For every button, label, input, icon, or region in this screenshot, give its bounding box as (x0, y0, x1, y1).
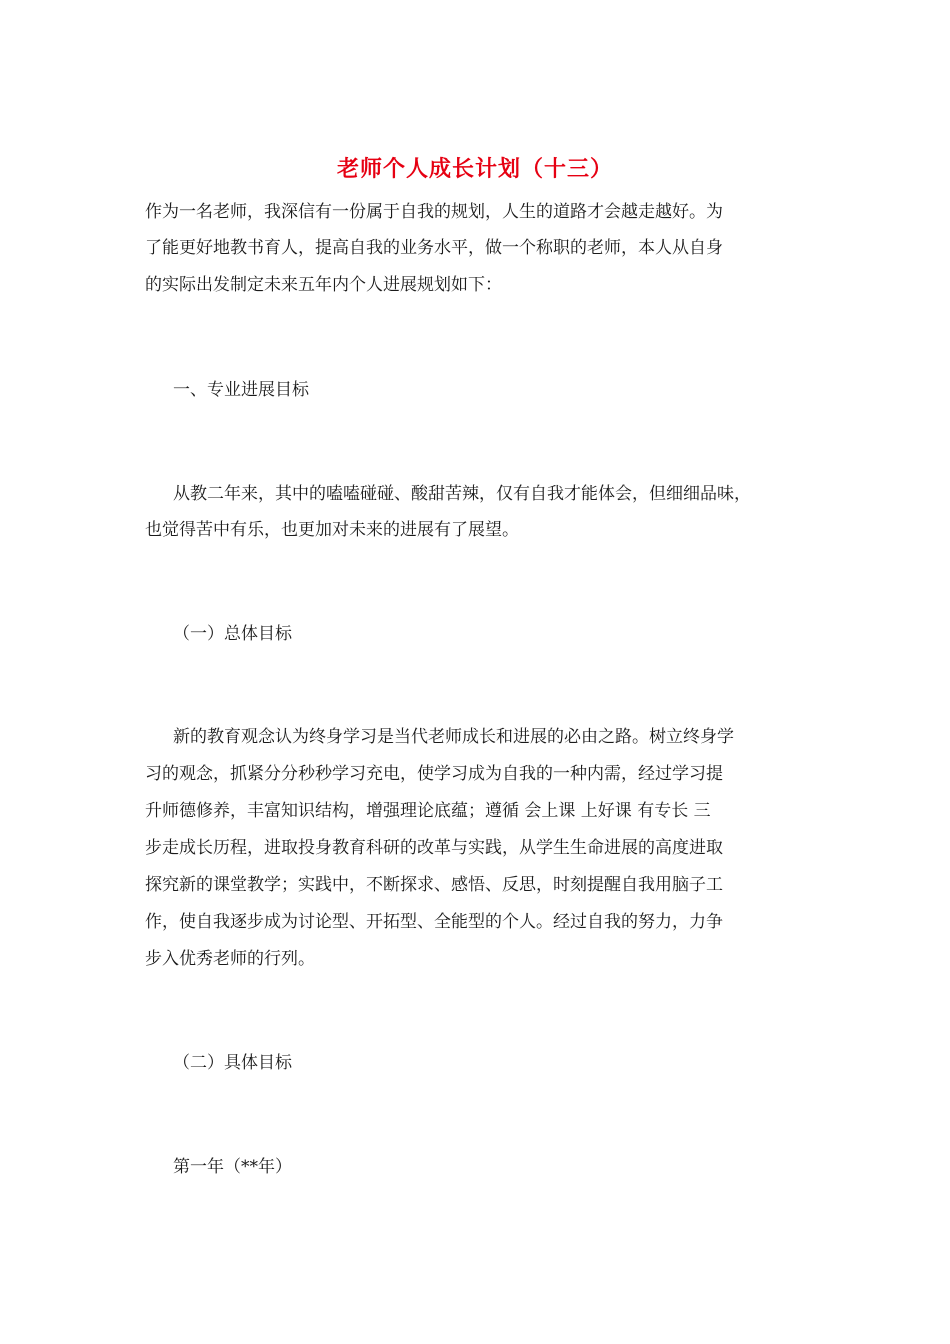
year-heading-first-year: 第一年（**年） (173, 1157, 292, 1177)
section-heading-professional-goals: 一、专业进展目标 (173, 380, 309, 400)
paragraph-line: 升师德修养，丰富知识结构，增强理论底蕴；遵循 会上课 上好课 有专长 三 (145, 801, 711, 821)
paragraph-line: 也觉得苦中有乐，也更加对未来的进展有了展望。 (145, 520, 519, 540)
intro-line: 的实际出发制定未来五年内个人进展规划如下： (145, 275, 502, 295)
paragraph-line: 步入优秀老师的行列。 (145, 949, 315, 969)
paragraph-line: 从教二年来，其中的嗑嗑碰碰、酸甜苦辣，仅有自我才能体会，但细细品味， (173, 484, 751, 504)
page-title: 老师个人成长计划（十三） (336, 156, 613, 182)
paragraph-line: 作，使自我逐步成为讨论型、开拓型、全能型的个人。经过自我的努力，力争 (145, 912, 723, 932)
intro-line: 了能更好地教书育人，提高自我的业务水平，做一个称职的老师，本人从自身 (145, 238, 723, 258)
paragraph-line: 步走成长历程，进取投身教育科研的改革与实践，从学生生命进展的高度进取 (145, 838, 723, 858)
subsection-heading-overall-goal: （一）总体目标 (173, 624, 292, 644)
paragraph-line: 新的教育观念认为终身学习是当代老师成长和进展的必由之路。树立终身学 (173, 727, 734, 747)
intro-line: 作为一名老师，我深信有一份属于自我的规划，人生的道路才会越走越好。为 (145, 202, 723, 222)
paragraph-line: 探究新的课堂教学；实践中，不断探求、感悟、反思，时刻提醒自我用脑子工 (145, 875, 723, 895)
paragraph-line: 习的观念，抓紧分分秒秒学习充电，使学习成为自我的一种内需，经过学习提 (145, 764, 723, 784)
subsection-heading-specific-goals: （二）具体目标 (173, 1053, 292, 1073)
